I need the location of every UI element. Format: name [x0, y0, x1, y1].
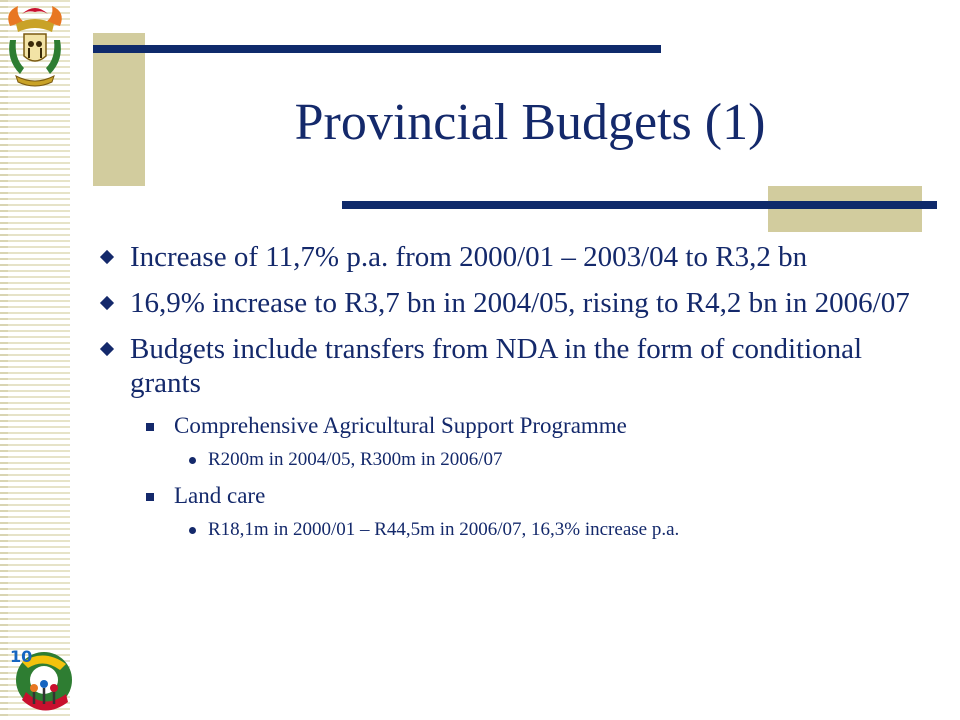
detail-bullet-item: [96, 518, 916, 542]
diamond-bullet-icon: [100, 342, 114, 356]
sub-bullet-item: [96, 482, 916, 510]
sub-bullet-text: Comprehensive Agricultural Support Programme: [174, 413, 627, 438]
detail-bullet-item: [96, 448, 916, 472]
bullet-item: [96, 286, 916, 320]
bullet-text: 16,9% increase to R3,7 bn in 2004/05, rising to R4,2 bn in 2006/07: [130, 287, 910, 319]
ten-years-logo-icon: [4, 640, 76, 720]
coat-of-arms-icon: [2, 0, 68, 90]
square-bullet-icon: [146, 493, 154, 501]
bullet-list: [96, 240, 916, 552]
diamond-bullet-icon: [100, 296, 114, 310]
square-bullet-icon: [146, 423, 154, 431]
dot-bullet-icon: [189, 527, 196, 534]
bullet-item: [96, 332, 916, 400]
detail-bullet-text: R200m in 2004/05, R300m in 2006/07: [208, 449, 503, 470]
dot-bullet-icon: [189, 457, 196, 464]
bullet-text: Budgets include transfers from NDA in the form of conditional grants: [130, 333, 863, 399]
svg-text:10: 10: [10, 647, 33, 666]
decorative-rule-top: [93, 45, 661, 53]
bullet-item: [96, 240, 916, 274]
bullet-text: Increase of 11,7% p.a. from 2000/01 – 2003/04 to R3,2 bn: [130, 241, 808, 273]
sub-bullet-item: [96, 412, 916, 440]
decorative-khaki-block-right: [768, 186, 922, 232]
diamond-bullet-icon: [100, 250, 114, 264]
slide-title: Provincial Budgets (1): [294, 94, 766, 151]
sub-bullet-text: Land care: [174, 483, 266, 508]
detail-bullet-text: R18,1m in 2000/01 – R44,5m in 2006/07, 16,3% increase p.a.: [208, 519, 680, 540]
decorative-rule-bottom: [342, 201, 937, 209]
